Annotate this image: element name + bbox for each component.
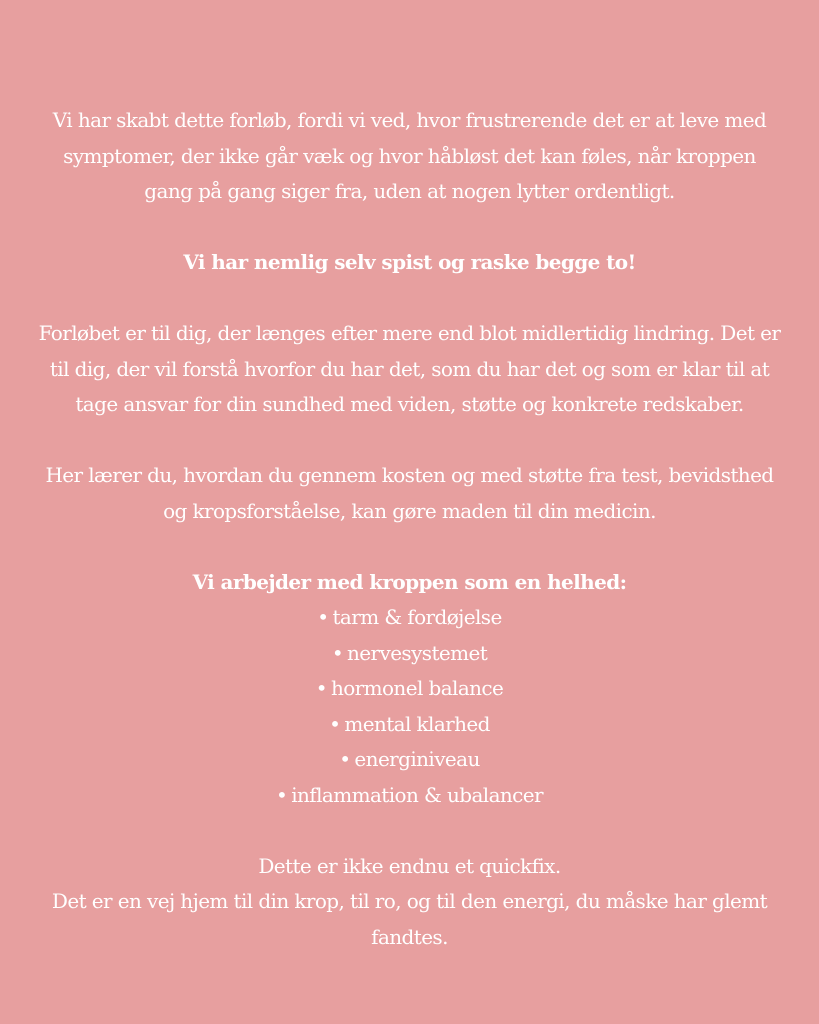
intro-paragraph: Vi har skabt dette forløb, fordi vi ved, hvor frustrerende det er at leve med symptomer, der ikke går væk og hvor håbløst det kan føles, når kroppen gang på gang siger fra, uden at nogen lytter ordentligt. <box>52 108 767 203</box>
spacer <box>38 423 781 459</box>
text-block <box>38 103 781 955</box>
bullet-icon: • <box>339 747 351 771</box>
spacer <box>38 813 781 849</box>
list-item <box>38 600 781 636</box>
bullet-icon: • <box>276 782 288 807</box>
list-item-label: energiniveau <box>354 747 480 771</box>
list-item-label: inflammation & ubalancer <box>291 782 543 807</box>
list-item <box>38 742 781 778</box>
audience-paragraph: Forløbet er til dig, der længes efter mere end blot midlertidig lindring. Det er til dig, der vil forstå hvorfor du har det, som du har det og som er klar til at tage ansvar for din sundhed med viden, støtte og konkrete redskaber. <box>38 321 781 416</box>
list-item-label: mental klarhed <box>344 711 490 736</box>
method-paragraph: Her lærer du, hvordan du gennem kosten og med støtte fra test, bevidsthed og kropsforståelse, kan gøre maden til din medicin. <box>45 463 774 523</box>
spacer <box>38 210 781 246</box>
spacer <box>38 281 781 317</box>
bullet-icon: • <box>329 711 341 736</box>
focus-area-list <box>38 600 781 813</box>
spacer <box>38 529 781 565</box>
list-item-label: hormonel balance <box>330 676 504 700</box>
list-item-label: tarm & fordøjelse <box>332 605 502 629</box>
list-item <box>38 778 781 814</box>
list-item <box>38 671 781 707</box>
bullet-icon: • <box>317 605 329 629</box>
list-item <box>38 707 781 743</box>
emphasis-line: Vi har nemlig selv spist og raske begge to! <box>183 250 636 274</box>
closing-line: Dette er ikke endnu et quickfix. <box>258 853 561 878</box>
list-item-label: nervesystemet <box>347 640 488 665</box>
list-heading: Vi arbejder med kroppen som en helhed: <box>192 569 627 594</box>
bullet-icon: • <box>331 640 344 665</box>
closing-paragraph: Det er en vej hjem til din krop, til ro, og til den energi, du måske har glemt fandtes. <box>51 889 768 949</box>
bullet-icon: • <box>315 676 327 700</box>
list-item <box>38 636 781 672</box>
